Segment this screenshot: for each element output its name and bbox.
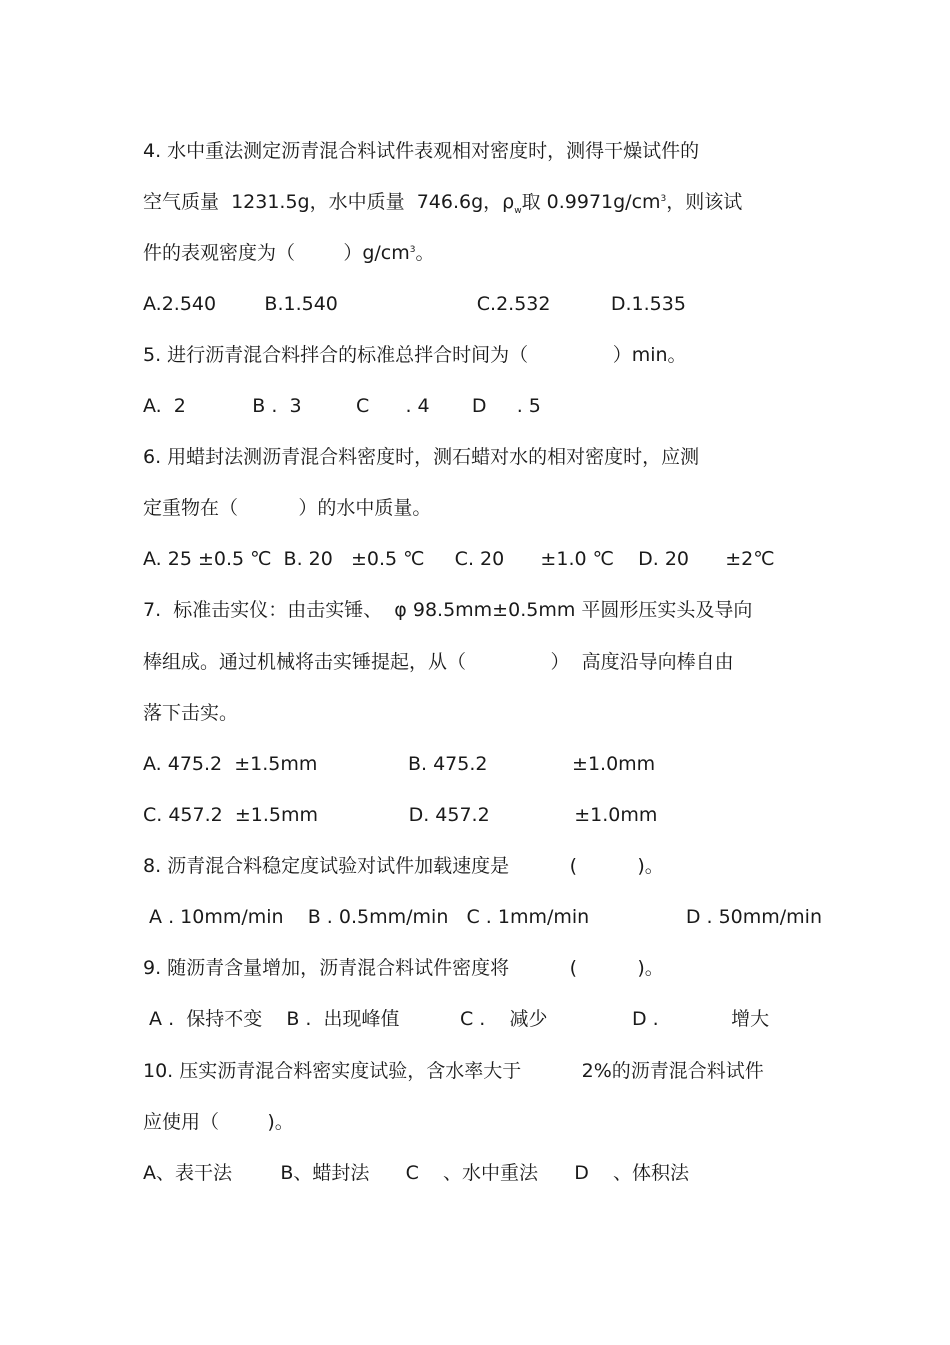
q7-stem-line-3: 落下击实。 xyxy=(143,702,239,724)
q4-stem-line-3 xyxy=(143,239,434,267)
q4-line2-text-a: 空气质量 1231.5g，水中质量 746.6g，ρ xyxy=(143,191,515,213)
q7-options-line-2: C. 457.2 ±1.5mm D. 457.2 ±1.0mm xyxy=(143,804,658,826)
q8-options: A . 10mm/min B . 0.5mm/min C . 1mm/min D . 50mm/min xyxy=(143,906,822,928)
q4-options: A.2.540 B.1.540 C.2.532 D.1.535 xyxy=(143,293,686,315)
q6-options: A. 25 ±0.5 ℃ B. 20 ±0.5 ℃ C. 20 ±1.0 ℃ D. 20 ±2℃ xyxy=(143,548,775,570)
q4-stem-line-2 xyxy=(143,188,742,225)
q4-line2-text-c: ，则该试 xyxy=(666,191,743,213)
q10-stem-line-1: 10. 压实沥青混合料密实度试验，含水率大于 2%的沥青混合料试件 xyxy=(143,1060,764,1082)
q6-stem-line-2: 定重物在（ ）的水中质量。 xyxy=(143,497,432,519)
q8-stem: 8. 沥青混合料稳定度试验对试件加载速度是 ( )。 xyxy=(143,855,664,877)
q5-stem: 5. 进行沥青混合料拌合的标准总拌合时间为（ ）min。 xyxy=(143,344,687,366)
q4-stem-line-1: 4. 水中重法测定沥青混合料试件表观相对密度时，测得干燥试件的 xyxy=(143,140,700,162)
q4-line2-superscript: 3 xyxy=(660,194,667,204)
q5-options: A. 2 B . 3 C . 4 D . 5 xyxy=(143,395,541,417)
q4-line3-text-b: 。 xyxy=(415,242,435,264)
q4-line2-text-b: 取 0.9971g/cm xyxy=(521,191,661,213)
q6-stem-line-1: 6. 用蜡封法测沥青混合料密度时，测石蜡对水的相对密度时，应测 xyxy=(143,446,700,468)
q4-rho-subscript: w xyxy=(514,205,522,216)
q7-stem-line-2: 棒组成。通过机械将击实锤提起，从（ ） 高度沿导向棒自由 xyxy=(143,651,734,673)
q4-line3-text-a: 件的表观密度为（ ）g/cm xyxy=(143,242,410,264)
q9-options: A . 保持不变 B . 出现峰值 C . 减少 D . 增大 xyxy=(143,1008,770,1030)
q9-stem: 9. 随沥青含量增加，沥青混合料试件密度将 ( )。 xyxy=(143,957,664,979)
q4-line3-superscript: 3 xyxy=(409,245,416,255)
q7-stem-line-1: 7. 标准击实仪：由击实锤、 φ 98.5mm±0.5mm 平圆形压实头及导向 xyxy=(143,599,753,621)
q10-stem-line-2: 应使用（ )。 xyxy=(143,1111,294,1133)
q10-options: A、表干法 B、蜡封法 C 、水中重法 D 、体积法 xyxy=(143,1162,690,1184)
q7-options-line-1: A. 475.2 ±1.5mm B. 475.2 ±1.0mm xyxy=(143,753,656,775)
